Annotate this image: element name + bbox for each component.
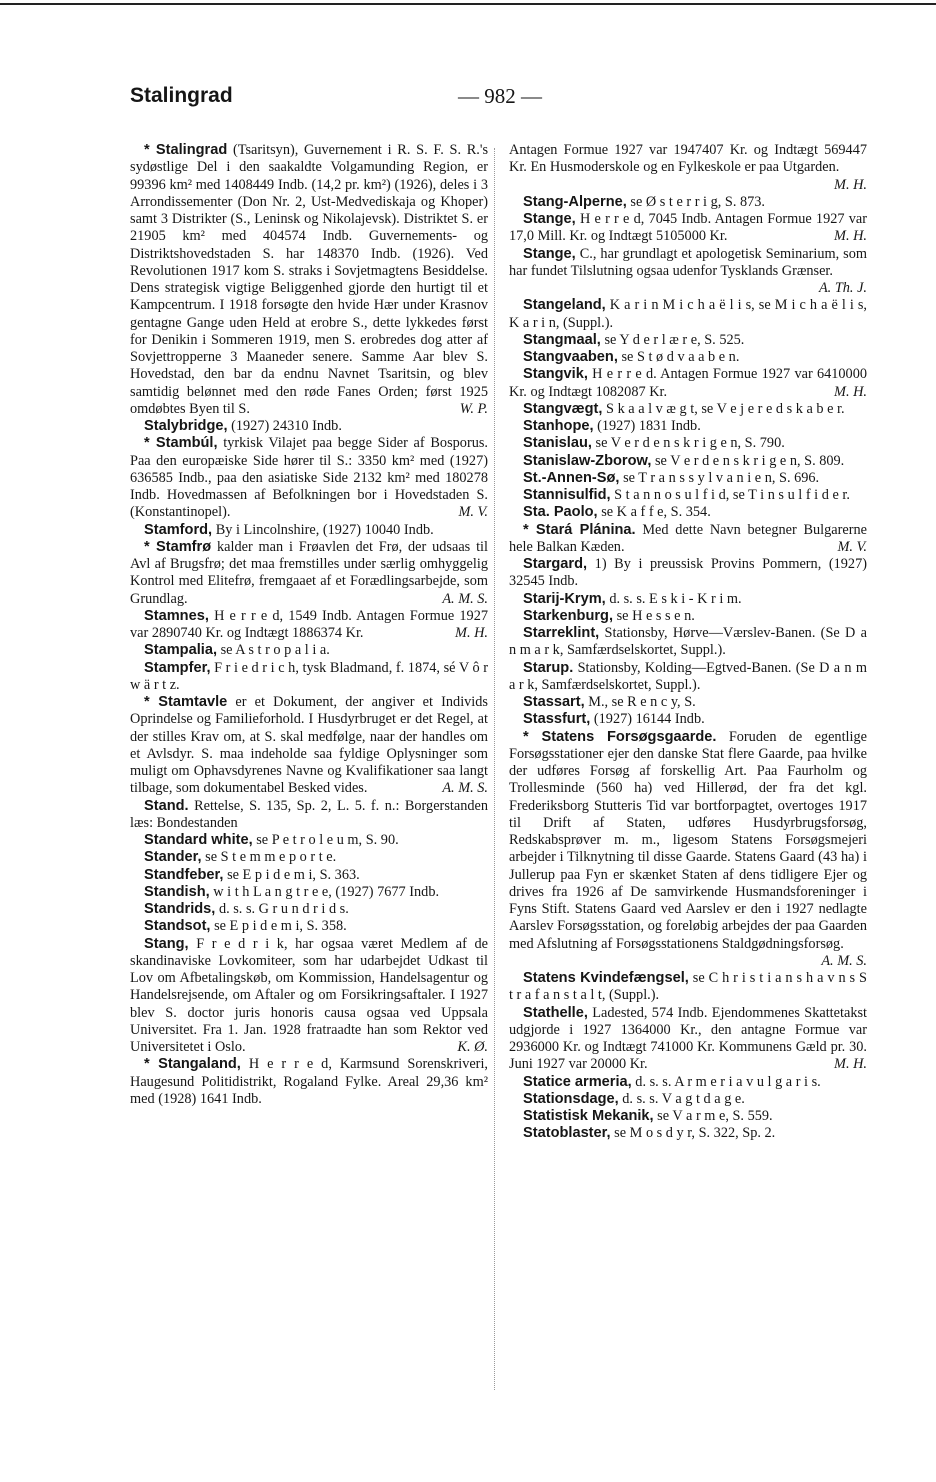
entry-text: w i t h L a n g t r e e, (1927) 7677 Indb.	[213, 883, 440, 900]
page-number: — 982 —	[458, 84, 542, 108]
entry-text: se V e r d e n s k r i g e n, S. 809.	[654, 452, 845, 469]
dictionary-entry	[130, 832, 488, 849]
entry-text: H e r r e d. Antagen Formue 1927 var 6410000 Kr. og Indtægt 1082087 Kr.	[509, 366, 867, 400]
dictionary-entry	[509, 349, 867, 366]
dictionary-entry	[130, 694, 488, 798]
entry-headword: Stationsdage,	[523, 1090, 619, 1107]
author-signature: A. M. S.	[442, 590, 488, 607]
entry-text: By i Lincolnshire, (1927) 10040 Indb.	[215, 521, 434, 538]
dictionary-entry	[130, 660, 488, 695]
entry-text: se M o s d y r, S. 322, Sp. 2.	[614, 1125, 776, 1142]
entry-headword: Stampalia,	[144, 642, 217, 659]
entry-headword: Standsot,	[144, 918, 211, 935]
entry-headword: Starij-Krym,	[523, 590, 606, 607]
dictionary-entry	[509, 694, 867, 711]
entry-headword: Stangmaal,	[523, 331, 601, 348]
dictionary-entry	[509, 211, 867, 246]
entry-headword: Stanhope,	[523, 418, 594, 434]
entry-headword: * Stalingrad	[144, 142, 228, 158]
dictionary-entry	[509, 435, 867, 452]
entry-headword: Statens Kvindefængsel,	[523, 970, 689, 986]
entry-text: d. s. s. V a g t d a g e.	[622, 1090, 745, 1107]
entry-headword: Stalybridge,	[144, 418, 228, 434]
author-signature: A. M. S.	[821, 952, 867, 969]
dictionary-entry	[130, 608, 488, 643]
dictionary-entry	[130, 642, 488, 659]
dictionary-entry	[509, 470, 867, 487]
entry-headword: Stathelle,	[523, 1004, 588, 1021]
dictionary-entry	[130, 435, 488, 521]
entry-text: d. s. s. G r u n d r i d s.	[218, 901, 349, 917]
entry-text: H e r r e d, 7045 Indb. Antagen Formue 1927 var 17,0 Mill. Kr. og Indtægt 5105000 Kr.	[509, 211, 868, 245]
dictionary-entry	[509, 297, 867, 332]
entry-text: se C h r i s t i a n s h a v n s S t r a f a n s t a l t, (Suppl.).	[509, 970, 868, 1004]
entry-text: Med dette Navn betegner Bulgarerne hele Balkan Kæden.	[509, 521, 867, 555]
entry-text: Antagen Formue 1927 var 1947407 Kr. og Indtægt 569447 Kr. En Husmoderskole og en Fylkeskole er paa Utgarden.	[509, 142, 867, 176]
entry-headword: Statistisk Mekanik,	[523, 1108, 654, 1124]
dictionary-entry	[509, 556, 867, 591]
entry-text: d. s. s. E s k i - K r i m.	[609, 590, 742, 607]
entry-headword: Sta. Paolo,	[523, 504, 598, 521]
entry-text: (Tsaritsyn), Guvernement i R. S. F. S. R.'s sydøstlige Del i den saakaldte Volgamunding Region, er 99396 km² med 1408449 Indb. (14,2 pr. km²) (1926), deles i 3 Arrondissementer (Don Nr. 2, Ust-Medvediskaja og Khoper) samt 3 Distrikter (S., Leninsk og Nikolajevsk). Distriktet S. er 21905 km² med 404574 Indb. Guvernements- og Distriktshovedstaden S. har 148370 Indb. (1926). Ved Revolutionen 1917 kom S. straks i Sovjetmagtens Besiddelse. Dens strategisk vigtige Beliggenhed gjorde den hurtigt til et Kampcentrum. I 1918 forsøgte den hvide Hær under Krasnov gentagne Gange uden Held at erobre S., dette lykkedes først for Denikin i Sommeren 1919, men S. erobredes dog atter af Sovjettropperne 3 Maaneder senere. Samme Aar blev S. Hovedstad, den bar da endnu Navnet Tsaritsin, og blev samtidig belønnet med den røde Fanes Orden; først 1925 omdøbtes Byen til S.	[130, 142, 489, 417]
dictionary-entry	[509, 625, 867, 660]
dictionary-entry	[130, 867, 488, 884]
dictionary-entry	[509, 1005, 867, 1074]
entry-headword: Stange,	[523, 245, 576, 262]
dictionary-entry	[509, 487, 867, 504]
entry-text: S k a a l v æ g t, se V e j e r e d s k a b e r.	[606, 400, 845, 417]
entry-text: se H e s s e n.	[616, 607, 695, 624]
dictionary-entry	[509, 504, 867, 521]
dictionary-entry	[509, 401, 867, 418]
entry-headword: Stander,	[144, 849, 202, 866]
entry-text: Stationsby, Kolding—Egtved-Banen. (Se D a n m a r k, Samfærdselskortet, Suppl.).	[509, 659, 867, 693]
entry-text: 1) By i preussisk Provins Pommern, (1927) 32545 Indb.	[509, 556, 867, 590]
entry-text: se Ø s t e r r i g, S. 873.	[630, 193, 765, 210]
author-signature: W. P.	[459, 400, 488, 417]
dictionary-entry	[509, 1074, 867, 1091]
entry-headword: Standish,	[144, 883, 210, 900]
entry-text: se V e r d e n s k r i g e n, S. 790.	[595, 435, 785, 452]
dictionary-entry	[509, 591, 867, 608]
running-head-word: Stalingrad	[130, 84, 233, 107]
entry-text: Rettelse, S. 135, Sp. 2, L. 5. f. n.: Borgerstanden læs: Bondestanden	[130, 797, 488, 831]
entry-headword: Stampfer,	[144, 659, 211, 676]
entry-headword: Standard white,	[144, 832, 253, 848]
entry-headword: Standfeber,	[144, 866, 224, 883]
author-signature: M. H.	[834, 176, 867, 193]
entry-headword: Stange,	[523, 211, 576, 227]
entry-headword: Stanislaw-Zborow,	[523, 452, 652, 469]
entry-headword: Stangeland,	[523, 297, 606, 314]
entry-headword: * Stamtavle	[144, 694, 228, 710]
dictionary-entry	[509, 418, 867, 435]
author-signature: M. H.	[455, 625, 488, 641]
entry-headword: Stamnes,	[144, 607, 209, 624]
entry-text: C., har grundlagt et apologetisk Seminarium, som har fundet Tilslutning ogsaa udenfor Tysklands Grænser.	[509, 245, 868, 279]
entry-text: se S t e m m e p o r t e.	[205, 849, 337, 866]
entry-headword: Stargard,	[523, 556, 588, 572]
entry-text: H e r r e d, 1549 Indb. Antagen Formue 1927 var 2890740 Kr. og Indtægt 1886374 Kr.	[130, 607, 489, 641]
dictionary-entry	[509, 1125, 867, 1142]
dictionary-entry	[509, 246, 867, 298]
entry-headword: * Stamfrø	[144, 538, 212, 555]
author-signature: M. V.	[458, 504, 488, 521]
entry-headword: Stassfurt,	[523, 711, 591, 728]
entry-headword: * Statens Forsøgsgaarde.	[523, 728, 717, 745]
entry-text: H e r r e d, Karmsund Sorenskriveri, Haugesund Politidistrikt, Rogaland Fylke. Areal 29,36 km² med (1928) 1641 Indb.	[130, 1056, 488, 1107]
entry-text: se A s t r o p a l i a.	[220, 642, 330, 659]
author-signature: M. V.	[837, 538, 867, 555]
entry-headword: Stangvægt,	[523, 400, 603, 417]
entry-text: (1927) 24310 Indb.	[231, 418, 342, 434]
dictionary-entry	[130, 418, 488, 435]
top-scan-edge	[0, 3, 936, 5]
dictionary-entry	[130, 936, 488, 1057]
author-signature: M. H.	[834, 1056, 867, 1073]
entry-headword: Standrids,	[144, 901, 216, 917]
entry-headword: Stangvik,	[523, 366, 588, 383]
entry-headword: * Stambúl,	[144, 435, 218, 452]
entry-text: M., se R e n c y, S.	[588, 694, 696, 710]
entry-headword: Stassart,	[523, 694, 585, 710]
dictionary-entry	[509, 608, 867, 625]
dictionary-entry	[130, 849, 488, 866]
entry-headword: * Stangaland,	[144, 1056, 241, 1073]
entry-text: F r e d r i k, har ogsaa været Medlem af de skandinaviske Lovkomiteer, som har udarbejdet Udkast til Lov om Afbetalingskøb, om Kommission, Handelsagentur og Handelsrejsende, om Aftaler og om Forsikringsaftaler. I 1927 blev S. doctor juris honoris causa ogsaa ved Uppsala Universitet. Fra 1. Jan. 1928 fratraadte han som Rektor ved Universitetet i Oslo.	[130, 935, 488, 1055]
entry-text: d. s. s. A r m e r i a v u l g a r i s.	[635, 1073, 821, 1090]
running-head	[130, 84, 870, 118]
entry-headword: * Stará Plánina.	[523, 521, 636, 538]
entry-headword: Stand.	[144, 797, 189, 814]
entry-text: (1927) 16144 Indb.	[593, 711, 705, 728]
dictionary-entry	[509, 970, 867, 1005]
dictionary-entry	[509, 332, 867, 349]
entry-text: se Y d e r l æ r e, S. 525.	[604, 331, 745, 348]
dictionary-entry	[509, 1108, 867, 1125]
dictionary-entry	[509, 522, 867, 557]
entry-headword: Stanislau,	[523, 435, 592, 452]
entry-text: F r i e d r i c h, tysk Bladmand, f. 1874, sé V ô r w ä r t z.	[130, 659, 488, 693]
entry-text: S t a n n o s u l f i d, se T i n s u l f i d e r.	[614, 487, 850, 503]
dictionary-entry	[130, 884, 488, 901]
dictionary-entry	[130, 142, 488, 418]
entry-headword: Starup.	[523, 659, 574, 676]
entry-text: K a r i n M i c h a ë l i s, se M i c h a ë l i s, K a r i n, (Suppl.).	[509, 297, 867, 331]
entry-headword: St.-Annen-Sø,	[523, 469, 620, 486]
dictionary-entry	[509, 711, 867, 728]
dictionary-entry	[509, 1091, 867, 1108]
dictionary-entry	[509, 729, 867, 971]
dictionary-entry	[130, 798, 488, 833]
dictionary-entry	[509, 366, 867, 401]
entry-headword: Stang,	[144, 935, 189, 952]
dictionary-entry	[509, 194, 867, 211]
column-divider	[494, 148, 495, 1390]
dictionary-entry	[130, 539, 488, 608]
dictionary-entry	[509, 142, 867, 194]
author-signature: A. Th. J.	[818, 280, 867, 296]
entry-text: se S t ø d v a a b e n.	[621, 349, 740, 365]
entry-headword: Stannisulfid,	[523, 487, 611, 503]
dictionary-entry	[509, 453, 867, 470]
entry-text: se P e t r o l e u m, S. 90.	[256, 832, 399, 848]
entry-text: (1927) 1831 Indb.	[597, 418, 701, 434]
entry-text: Ladested, 574 Indb. Ejendommenes Skattetakst udgjorde i 1927 1364000 Kr., den antagne Formue var 2936000 Kr. og Indtægt 741000 Kr. Kommunens Gæld pr. 30. Juni 1927 var 20000 Kr.	[509, 1004, 868, 1073]
entry-text: se V a r m e, S. 559.	[657, 1108, 773, 1124]
entry-text: se E p i d e m i, S. 363.	[227, 866, 360, 883]
entry-text: se K a f f e, S. 354.	[601, 504, 711, 521]
dictionary-entry	[130, 1056, 488, 1108]
dictionary-entry	[130, 901, 488, 918]
author-signature: M. H.	[834, 383, 867, 400]
entry-text: tyrkisk Vilajet paa begge Sider af Bosporus. Paa den europæiske Side hører til S.: 3350 km² med (1927) 636585 Indb., paa den asiatiske Side 2132 km² med 180278 Indb. Hovedmassen af Befolkningen bor i Hovedstaden S. (Konstantinopel).	[130, 435, 488, 521]
entry-text: kalder man i Frøavlen det Frø, der udsaas til Avl af Brugsfrø; det maa fremstilles under særlig omhyggelig Kontrol med Elitefrø, fremgaaet af et Forædlingsarbejde, som Grundlag.	[130, 538, 488, 607]
author-signature: M. H.	[834, 228, 867, 245]
entry-headword: Stang-Alperne,	[523, 193, 627, 210]
right-column	[509, 142, 867, 1143]
entry-text: se E p i d e m i, S. 358.	[214, 918, 347, 935]
entry-text: er et Dokument, der angiver et Individs Oprindelse og Familieforhold. I Husdyrbruget er det Regel, at der stilles Krav om, at S. skal medfølge, naar der handles om et Avlsdyr. S. maa indeholde saa fyldige Oplysninger som muligt om Ophavsdyrenes Navne og Kvalifikationer saa langt tilbage, som dokumentabel Besked vides.	[130, 694, 488, 797]
entry-text: Stationsby, Hørve—Værslev-Banen. (Se D a n m a r k, Samfærdselskortet, Suppl.).	[509, 625, 867, 659]
author-signature: K. Ø.	[457, 1039, 488, 1055]
entry-headword: Stamford,	[144, 521, 213, 538]
entry-text: Foruden de egentlige Forsøgsstationer ejer den danske Stat flere Gaarde, paa hvilke der udføres Forsøg af forskellig Art. Paa Faurholm og Trollesminde (560 ha) ved Hillerød, der fra det kgl. Frederiksborg Stutteris Tid var bortforpagtet, overtoges 1917 til Drift af Staten, udføres Husdyrbrugsforsøg, Redskabsprøver m. m., ligesom Statens Forsøgsmejeri arbejder i Tilknytning til disse Gaarde. Statens Gaard (43 ha) i Jullerup paa Fyn er skænket Staten af dens tidligere Ejer og drives fra 1926 af De samvirkende Husmandsforeninger i Fyns Stift. Statens Gaard ved Aarslev er den i 1927 nedlagte Aarslev Forsøgsstation, og foreløbig arbejdes der paa Gaarden med Afslutning af Forsøgsstationens Staldgødningsforsøg.	[509, 728, 867, 952]
entry-headword: Stangvaaben,	[523, 349, 618, 365]
entry-headword: Starreklint,	[523, 625, 600, 641]
author-signature: A. M. S.	[442, 780, 488, 797]
entry-headword: Statice armeria,	[523, 1073, 632, 1090]
dictionary-entry	[130, 522, 488, 539]
dictionary-entry	[130, 918, 488, 935]
entry-headword: Statoblaster,	[523, 1125, 611, 1142]
left-column	[130, 142, 488, 1108]
entry-headword: Starkenburg,	[523, 607, 614, 624]
entry-text: se T r a n s s y l v a n i e n, S. 696.	[623, 469, 820, 486]
dictionary-entry	[509, 660, 867, 695]
